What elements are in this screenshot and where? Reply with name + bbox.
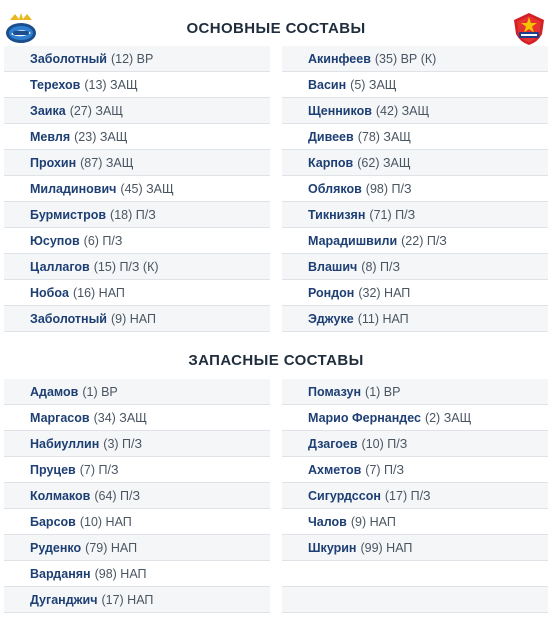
player-number-position: (23) ЗАЩ <box>74 129 128 144</box>
player-number-position: (64) П/З <box>94 488 141 503</box>
player-row <box>4 228 270 254</box>
player-row <box>282 228 548 254</box>
player-name-link[interactable]: Дзагоев <box>308 436 358 451</box>
player-row <box>4 561 270 587</box>
player-row <box>4 535 270 561</box>
player-number-position: (7) П/З <box>79 462 119 477</box>
player-row <box>4 483 270 509</box>
player-row <box>282 280 548 306</box>
player-name-link[interactable]: Васин <box>308 77 347 92</box>
player-name-link[interactable]: Щенников <box>308 103 372 118</box>
player-row <box>4 587 270 613</box>
player-number-position: (27) ЗАЩ <box>69 103 123 118</box>
player-row <box>282 46 548 72</box>
player-row <box>282 202 548 228</box>
player-number-position: (78) ЗАЩ <box>357 129 412 144</box>
player-number-position: (45) ЗАЩ <box>120 181 174 196</box>
player-name-link[interactable]: Маргасов <box>30 410 90 425</box>
player-row <box>282 431 548 457</box>
player-name-link[interactable]: Пруцев <box>30 462 76 477</box>
player-name-link[interactable]: Марадишвили <box>308 233 398 248</box>
player-row <box>282 306 548 332</box>
player-row <box>4 124 270 150</box>
main-lineups-title: ОСНОВНЫЕ СОСТАВЫ <box>186 20 366 37</box>
player-name-link[interactable]: Мевля <box>30 129 71 144</box>
player-name-link[interactable]: Набиуллин <box>30 436 100 451</box>
player-row <box>282 124 548 150</box>
player-name-link[interactable]: Рондон <box>308 285 355 300</box>
player-name-link[interactable]: Заболотный <box>30 311 107 326</box>
player-name-link[interactable]: Бурмистров <box>30 207 107 222</box>
player-row <box>282 535 548 561</box>
player-number-position: (12) ВР <box>110 51 154 66</box>
player-row <box>282 509 548 535</box>
player-number-position: (34) ЗАЩ <box>93 410 147 425</box>
player-number-position: (5) ЗАЩ <box>350 77 397 92</box>
player-number-position: (6) П/З <box>83 233 123 248</box>
player-number-position: (17) НАП <box>101 592 154 607</box>
player-row <box>282 379 548 405</box>
home-starting-lineup <box>4 46 270 332</box>
player-row <box>4 150 270 176</box>
player-name-link[interactable]: Адамов <box>30 384 79 399</box>
player-name-link[interactable]: Помазун <box>308 384 362 399</box>
player-name-link[interactable]: Тикнизян <box>308 207 366 222</box>
player-row <box>4 509 270 535</box>
player-number-position: (8) П/З <box>361 259 401 274</box>
player-number-position: (11) НАП <box>357 311 409 326</box>
player-row <box>4 306 270 332</box>
player-number-position: (22) П/З <box>401 233 447 248</box>
player-row <box>4 72 270 98</box>
player-name-link[interactable]: Цаллагов <box>30 259 90 274</box>
empty-row <box>282 561 548 587</box>
player-number-position: (18) П/З <box>110 207 156 222</box>
player-name-link[interactable]: Влашич <box>308 259 358 274</box>
player-name-link[interactable]: Прохин <box>30 155 77 170</box>
player-number-position: (32) НАП <box>358 285 411 300</box>
player-row <box>4 176 270 202</box>
player-number-position: (87) ЗАЩ <box>80 155 134 170</box>
player-number-position: (9) НАП <box>110 311 156 326</box>
player-row <box>282 405 548 431</box>
player-number-position: (13) ЗАЩ <box>84 77 138 92</box>
player-row <box>4 280 270 306</box>
home-substitutes-list <box>4 379 270 613</box>
player-row <box>282 457 548 483</box>
player-number-position: (10) НАП <box>79 514 132 529</box>
player-row <box>4 431 270 457</box>
player-name-link[interactable]: Ахметов <box>308 462 362 477</box>
player-row <box>282 483 548 509</box>
player-name-link[interactable]: Миладинович <box>30 181 117 196</box>
player-name-link[interactable]: Барсов <box>30 514 76 529</box>
player-number-position: (10) П/З <box>361 436 408 451</box>
player-number-position: (2) ЗАЩ <box>424 410 472 425</box>
substitutes-title: ЗАПАСНЫЕ СОСТАВЫ <box>188 352 364 369</box>
player-name-link[interactable]: Юсупов <box>30 233 80 248</box>
player-number-position: (16) НАП <box>72 285 125 300</box>
away-substitutes-list <box>282 379 548 613</box>
player-number-position: (98) НАП <box>94 566 147 581</box>
player-number-position: (7) П/З <box>365 462 405 477</box>
player-name-link[interactable]: Терехов <box>30 77 81 92</box>
player-number-position: (1) ВР <box>82 384 118 399</box>
player-number-position: (9) НАП <box>350 514 396 529</box>
player-number-position: (15) П/З (К) <box>93 259 159 274</box>
player-number-position: (62) ЗАЩ <box>357 155 411 170</box>
player-row <box>282 176 548 202</box>
player-name-link[interactable]: Обляков <box>308 181 362 196</box>
player-row <box>4 379 270 405</box>
empty-row <box>282 587 548 613</box>
away-starting-lineup <box>282 46 548 332</box>
player-row <box>282 72 548 98</box>
player-name-link[interactable]: Чалов <box>308 514 347 529</box>
player-row <box>282 98 548 124</box>
player-number-position: (3) П/З <box>103 436 143 451</box>
player-row <box>4 254 270 280</box>
player-name-link[interactable]: Шкурин <box>308 540 357 555</box>
player-number-position: (79) НАП <box>85 540 138 555</box>
player-name-link[interactable]: Акинфеев <box>308 51 371 66</box>
player-row <box>282 150 548 176</box>
player-name-link[interactable]: Заика <box>30 103 66 118</box>
player-row <box>4 202 270 228</box>
player-row <box>4 457 270 483</box>
player-number-position: (35) ВР (К) <box>374 51 437 66</box>
player-name-link[interactable]: Сигурдссон <box>308 488 381 503</box>
player-name-link[interactable]: Дивеев <box>308 129 354 144</box>
player-row <box>4 98 270 124</box>
player-name-link[interactable]: Руденко <box>30 540 82 555</box>
player-number-position: (1) ВР <box>365 384 401 399</box>
player-row <box>282 254 548 280</box>
player-number-position: (98) П/З <box>365 181 412 196</box>
player-number-position: (17) П/З <box>384 488 431 503</box>
player-row <box>4 405 270 431</box>
player-row <box>4 46 270 72</box>
player-name-link[interactable]: Заболотный <box>30 51 107 66</box>
player-name-link[interactable]: Колмаков <box>30 488 91 503</box>
player-name-link[interactable]: Нобоа <box>30 285 69 300</box>
player-name-link[interactable]: Дуганджич <box>30 592 98 607</box>
player-name-link[interactable]: Эджуке <box>308 311 354 326</box>
player-name-link[interactable]: Карпов <box>308 155 354 170</box>
player-name-link[interactable]: Марио Фернандес <box>308 410 421 425</box>
player-name-link[interactable]: Варданян <box>30 566 91 581</box>
player-number-position: (71) П/З <box>369 207 416 222</box>
player-number-position: (42) ЗАЩ <box>375 103 430 118</box>
player-number-position: (99) НАП <box>360 540 413 555</box>
